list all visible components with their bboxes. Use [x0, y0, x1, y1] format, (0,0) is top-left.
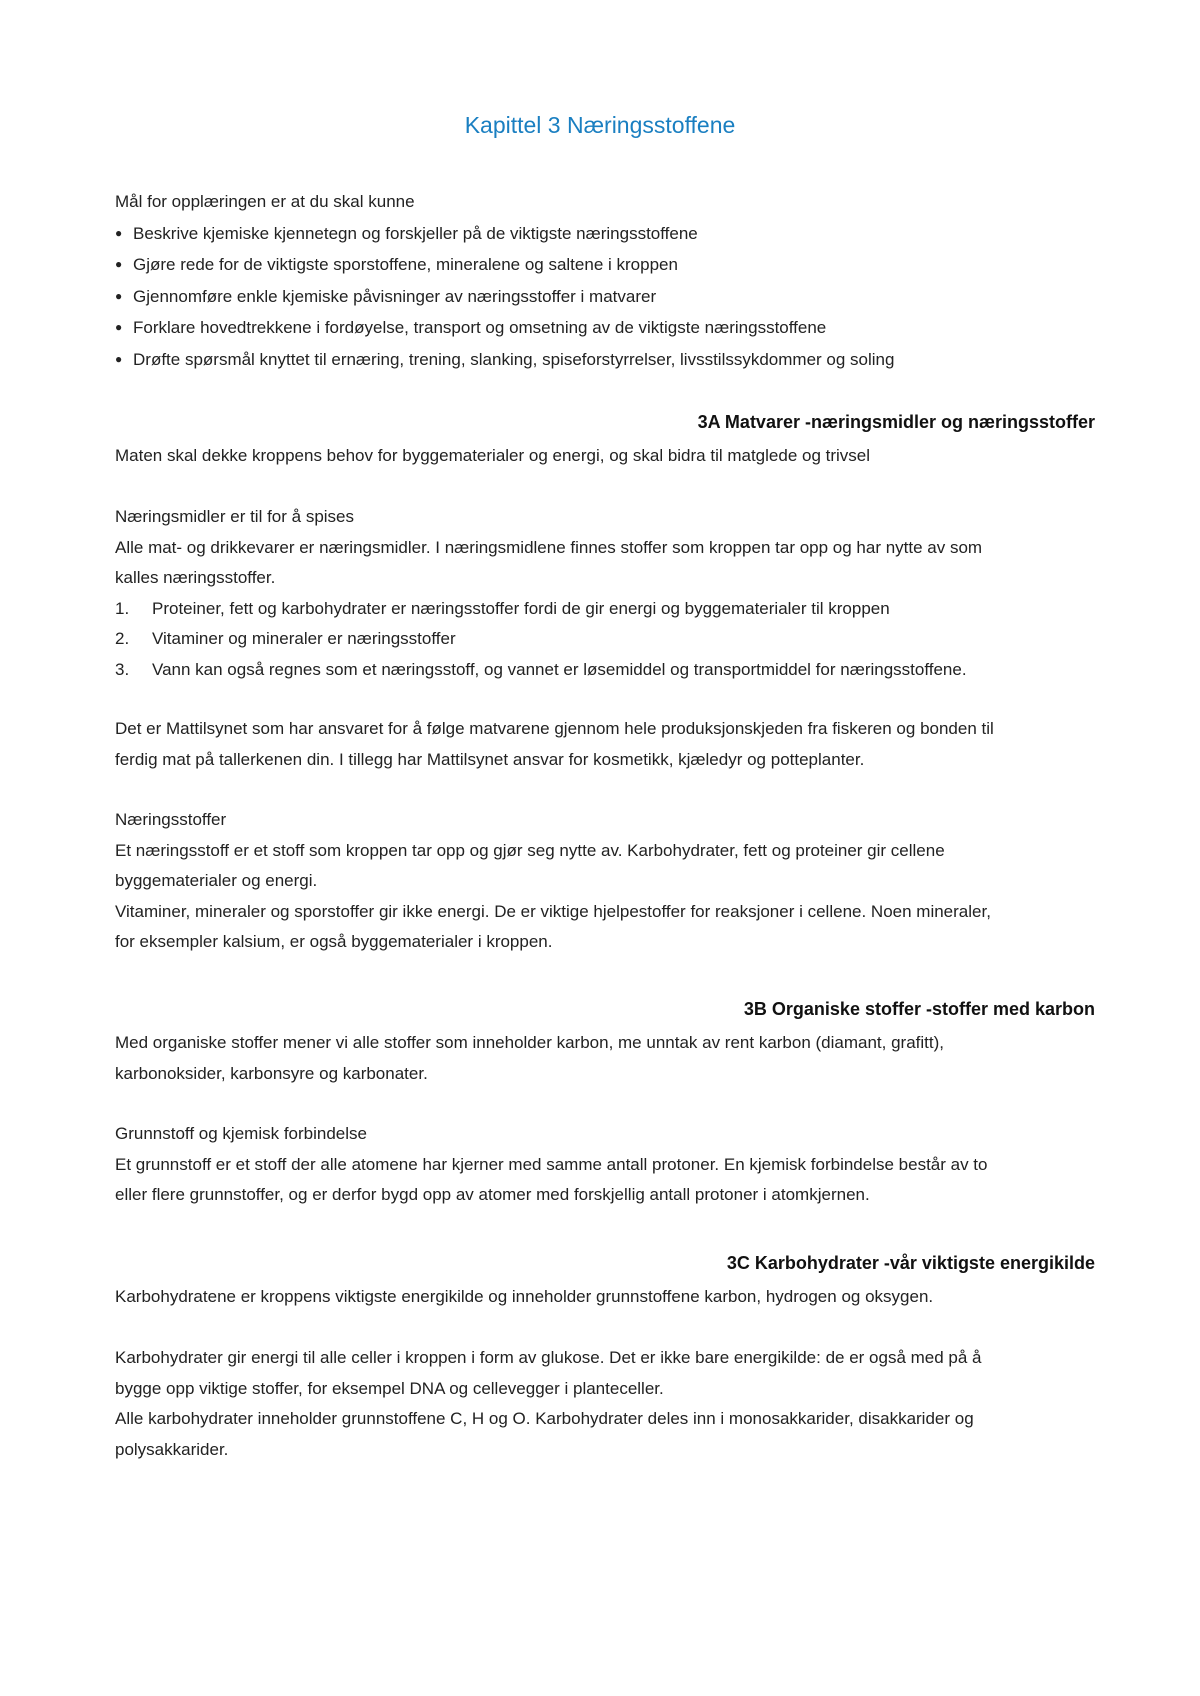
paragraph-line: Alle karbohydrater inneholder grunnstoffene C, H og O. Karbohydrater deles inn i monosakkarider, disakkarider og — [115, 1409, 974, 1429]
item-number: 3. — [115, 659, 130, 679]
paragraph-line: Maten skal dekke kroppens behov for byggematerialer og energi, og skal bidra til matglede og trivsel — [115, 446, 871, 465]
paragraph-line: Et grunnstoff er et stoff der alle atomene har kjerner med samme antall protoner. En kjemisk forbindelse består av to — [115, 1154, 988, 1174]
section-3a-intro — [115, 441, 1095, 472]
paragraph-line: byggematerialer og energi. — [115, 871, 318, 891]
item-number: 1. — [115, 598, 130, 618]
item-text: Vitaminer og mineraler er næringsstoffer — [152, 629, 456, 649]
goal-item: ● Drøfte spørsmål knyttet til ernæring, trening, slanking, spiseforstyrrelser, livsstilssykdommer og soling — [115, 344, 1095, 376]
goal-item: ● Gjennomføre enkle kjemiske påvisninger av næringsstoffer i matvarer — [115, 281, 1095, 313]
page-title: Kapittel 3 Næringsstoffene — [464, 112, 736, 138]
item-number: 2. — [115, 629, 130, 649]
paragraph-line: Karbohydratene er kroppens viktigste energikilde og inneholder grunnstoffene karbon, hydrogen og oksygen. — [115, 1287, 934, 1306]
paragraph-line: kalles næringsstoffer. — [115, 568, 276, 588]
goal-item: ● Gjøre rede for de viktigste sporstoffene, mineralene og saltene i kroppen — [115, 249, 1095, 281]
goal-item: ● Forklare hovedtrekkene i fordøyelse, transport og omsetning av de viktigste næringsstoffene — [115, 312, 1095, 344]
subheading: Grunnstoff og kjemisk forbindelse — [115, 1124, 367, 1143]
goals-intro: Mål for opplæringen er at du skal kunne — [115, 192, 415, 211]
section-3c-body — [115, 1343, 1095, 1465]
numbered-item — [115, 655, 1095, 686]
section-heading-3b: 3B Organiske stoffer -stoffer med karbon — [743, 999, 1095, 1019]
paragraph-line: polysakkarider. — [115, 1439, 229, 1459]
paragraph-line: for eksempler kalsium, er også byggematerialer i kroppen. — [115, 932, 553, 952]
paragraph-line: Karbohydrater gir energi til alle celler i kroppen i form av glukose. Det er ikke bare energikilde: de er også med på å — [115, 1348, 982, 1367]
subheading: Næringsstoffer — [115, 810, 227, 829]
section-heading-3a: 3A Matvarer -næringsmidler og næringsstoffer — [697, 412, 1095, 432]
numbered-item — [115, 624, 1095, 655]
paragraph-line: eller flere grunnstoffer, og er derfor bygd opp av atomer med forskjellig antall protoner i atomkjernen. — [115, 1185, 870, 1205]
section-3b-intro — [115, 1028, 1095, 1089]
goals-section — [115, 187, 1095, 376]
subheading: Næringsmidler er til for å spises — [115, 507, 355, 526]
paragraph-line: karbonoksider, karbonsyre og karbonater. — [115, 1063, 428, 1083]
section-3a-naeringsstoffer — [115, 805, 1095, 958]
item-text: Vann kan også regnes som et næringsstoff, og vannet er løsemiddel og transportmiddel for næringsstoffene. — [152, 659, 967, 679]
paragraph-line: Et næringsstoff er et stoff som kroppen tar opp og gjør seg nytte av. Karbohydrater, fett og proteiner gir cellene — [115, 840, 945, 860]
section-3a-nutrients — [115, 502, 1095, 686]
section-3b-grunnstoff — [115, 1119, 1095, 1211]
paragraph-line: ferdig mat på tallerkenen din. I tillegg har Mattilsynet ansvar for kosmetikk, kjæledyr og potteplanter. — [115, 749, 865, 769]
paragraph-line: Vitaminer, mineraler og sporstoffer gir ikke energi. De er viktige hjelpestoffer for reaksjoner i cellene. Noen mineraler, — [115, 901, 991, 921]
section-3c-intro — [115, 1282, 1095, 1313]
paragraph-line: Alle mat- og drikkevarer er næringsmidler. I næringsmidlene finnes stoffer som kroppen tar opp og har nytte av som — [115, 537, 983, 557]
section-3a-mattilsynet — [115, 714, 1095, 775]
paragraph-line: Det er Mattilsynet som har ansvaret for å følge matvarene gjennom hele produksjonskjeden fra fiskeren og bonden til — [115, 719, 994, 738]
numbered-item — [115, 594, 1095, 625]
section-heading-3c: 3C Karbohydrater -vår viktigste energikilde — [726, 1253, 1095, 1273]
goal-item: ● Beskrive kjemiske kjennetegn og forskjeller på de viktigste næringsstoffene — [115, 218, 1095, 250]
paragraph-line: bygge opp viktige stoffer, for eksempel DNA og cellevegger i planteceller. — [115, 1378, 664, 1398]
paragraph-line: Med organiske stoffer mener vi alle stoffer som inneholder karbon, me unntak av rent karbon (diamant, grafitt), — [115, 1033, 945, 1052]
item-text: Proteiner, fett og karbohydrater er næringsstoffer fordi de gir energi og byggematerialer til kroppen — [152, 598, 890, 618]
